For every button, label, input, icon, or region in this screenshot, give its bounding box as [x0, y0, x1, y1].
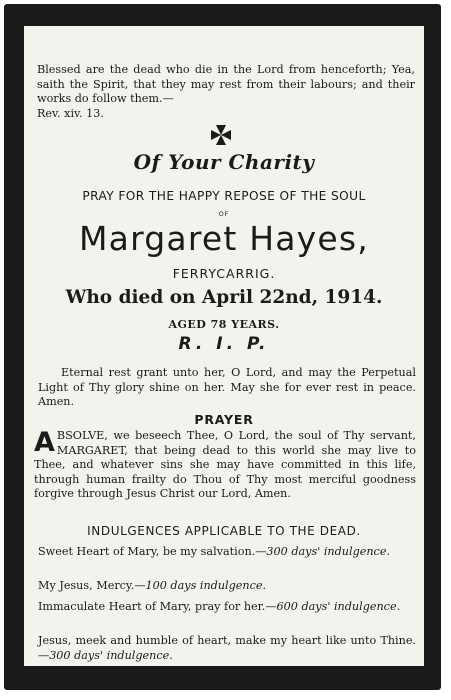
verse-text: Blessed are the dead who die in the Lord from henceforth; Yea, saith the Spirit, that they may rest from their labours; and their works do follow them.—	[37, 63, 415, 105]
pray-for-repose-line: PRAY FOR THE HAPPY REPOSE OF THE SOUL	[82, 189, 366, 203]
age-line: AGED 78 YEARS.	[168, 318, 280, 331]
place-name: FERRYCARRIG.	[172, 266, 276, 281]
ejaculation-text: Immaculate Heart of Mary, pray for her.—	[38, 600, 277, 613]
ejaculation-text: Jesus, meek and humble of heart, make my heart like unto Thine.—	[38, 634, 416, 662]
ejaculation-text: My Jesus, Mercy.—	[38, 579, 146, 592]
indulgence-item	[38, 600, 416, 615]
verse-reference: Rev. xiv. 13.	[37, 106, 104, 120]
indulgence-days: 600 days' indulgence.	[276, 600, 401, 613]
prayer-heading: PRAYER	[194, 412, 254, 427]
deceased-name: Margaret Hayes,	[79, 219, 369, 258]
eternal-rest-prayer: Eternal rest grant unto her, O Lord, and may the Perpetual Light of Thy glory shine on her. May she for ever rest in peace. Amen.	[38, 366, 416, 408]
date-of-death: Who died on April 22nd, 1914.	[65, 287, 383, 308]
indulgence-item	[38, 579, 416, 594]
indulgence-item	[38, 545, 416, 560]
card-paper	[24, 26, 424, 666]
indulgence-days: 300 days' indulgence.	[266, 545, 390, 558]
ejaculation-text: Sweet Heart of Mary, be my salvation.—	[38, 545, 267, 558]
maltese-cross-icon	[210, 124, 232, 146]
indulgences-heading: INDULGENCES APPLICABLE TO THE DEAD.	[87, 524, 361, 538]
absolve-prayer	[34, 429, 416, 502]
memorial-card	[4, 4, 441, 690]
of-label: OF	[218, 210, 230, 218]
prayer-text: BSOLVE, we beseech Thee, O Lord, the soul of Thy servant, MARGARET, that being dead to this world she may live to Thee, and whatever sins she may have committed in this life, through human frailty do Thou of Thy most merciful goodness forgive through Jesus Christ our Lord, Amen.	[34, 429, 416, 500]
indulgence-days: 300 days' indulgence.	[49, 648, 173, 662]
scripture-verse	[37, 63, 415, 121]
rip-line: R. I. P.	[178, 334, 270, 354]
drop-cap: A	[34, 427, 55, 458]
indulgence-days: 100 days indulgence.	[145, 579, 267, 592]
of-your-charity-heading: Of Your Charity	[133, 150, 315, 174]
indulgence-item	[38, 634, 416, 663]
